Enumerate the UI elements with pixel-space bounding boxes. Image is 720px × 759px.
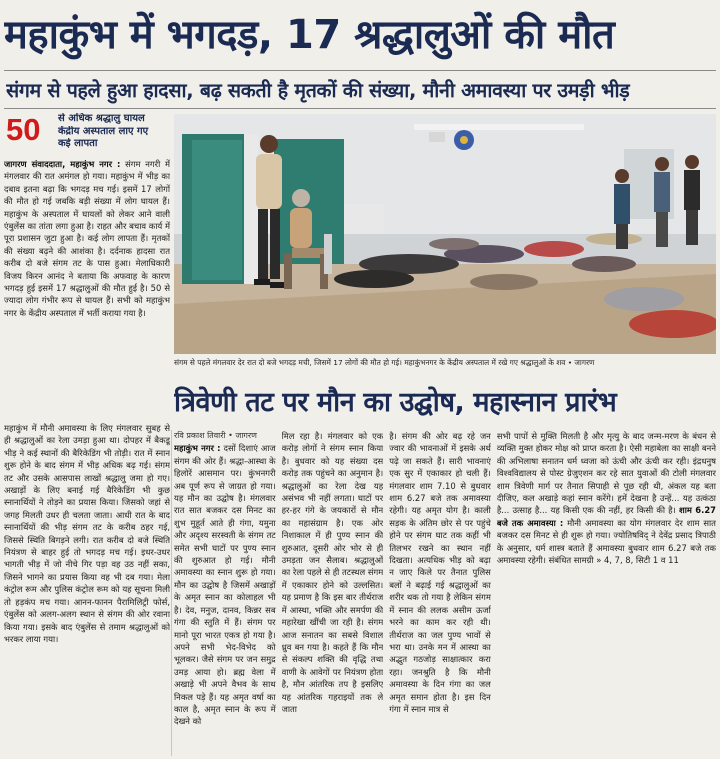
column-text (174, 442, 276, 756)
column-body: दसों दिशाएं आज संगम की ओर हैं। श्रद्धा-आस्था के हिलोरें आसमान पर। कुंभनगरी अब पूर्ण रूप से जाग्रत हो गया। यह मौन का उद्घोष है। मंगलवार रात सात बजकर दस मिनट का शुभ मुहूर्त आते ही गंगा, यमुना और अदृश्य सरस्वती के संगम तट समेत सभी घाटों पर पुण्य स्नान की शुरुआत हो गई। मौनी अमावस्या का स्नान शुरू हो गया। मौन का उद्घोष है जिसमें अखाड़ों के अमृत स्नान का कोलाहल भी है। देव, मनुज, दानव, किन्नर सब गंगा की स्तुति में हैं। संगम पर मानो पूरा भारत एकत्र हो गया है। अपने सभी भेद-विभेद को भूलकर। जैसे संगम पर जन समुद्र उमड़ आया हो। ब्रह्म वेला में अखाड़े भी अपने वैभव के साथ निकल पड़े हैं। यह अमृत वर्षा का काल है, अमृत स्नान के रूप में देखने को (174, 443, 276, 727)
injured-count: 50 (6, 112, 41, 147)
column-3 (389, 430, 491, 756)
badge-line: केंद्रीय अस्पताल लाए गए (58, 125, 149, 137)
column-text: मिल रहा है। मंगलवार को एक करोड़ लोगों ने संगम स्नान किया है। बुधवार को यह संख्या दस करोड़ तक पहुंचने का अनुमान है। श्रद्धालुओं का रेला देख यह असंभव भी नहीं लगता। घाटों पर हर-हर गंगे के जयकारों से मौन का महासंग्राम है। एक ओर निशाकाल में ही पुण्य स्नान की शुरुआत, दूसरी ओर भोर से ही उमड़ता जन सैलाब। श्रद्धालुओं का रेला पहले से ही तटस्थल संगम में एकाकार होने को उल्लसित। यह प्रमाण है कि इस बार तीर्थराज में आस्था, भक्ति और समर्पण की महारेखा खींची जा रही है। संगम आज सनातन का सबसे विशाल ध्रुव बन गया है। कहते हैं कि मौन से संकल्प शक्ति की वृद्धि तथा वाणी के आवेगों पर नियंत्रण होता है, मौन आंतरिक तप है इसलिए यह आंतरिक गहराइयों तक ले जाता (281, 431, 384, 714)
subheadline: संगम से पहले हुआ हादसा, बढ़ सकती है मृतकों की संख्या, मौनी अमावस्या पर उमड़ी भीड़ (6, 79, 630, 102)
injured-badge (58, 113, 170, 151)
column-body: सभी पापों से मुक्ति मिलती है और मृत्यु के बाद जन्म-मरण के बंधन से व्यक्ति मुक्त होकर मोक्ष को प्राप्त करता है। ऐसी महाबेला का साक्षी बनने की अभिलाषा सनातन धर्म ध्वजा को ऊंची और ऊंची कर रही। इंद्रधनुष विश्वविद्यालय से पोस्ट ग्रेजुएशन कर रहे सात युवाओं की टोली मंगलवार शाम त्रिवेणी मार्ग पर तैनात सिपाही से पूछ रही थी, अंकल यह बता दीजिए, कल अखाड़े कहां स्नान करेंगे। हमें देखना है उन्हें... यह उत्कंठा है... उत्साह है... यह किसी एक की नहीं, हर किसी की है। (496, 431, 716, 516)
lead-story (4, 158, 170, 420)
lead-dateline: जागरण संवाददाता, महाकुंभ नगर : (4, 159, 121, 169)
column-text (497, 430, 716, 756)
subhead-amavasya: शाम 6.27 बजे तक अमावस्या : (496, 505, 716, 528)
hospital-ward-image (174, 114, 716, 354)
column-1 (174, 430, 276, 756)
column-2 (282, 430, 384, 756)
hospital-photo (174, 114, 716, 354)
column-text: है। संगम की ओर बढ़ रहे जन ज्वार की भावनाओं में इसके अर्थ पढ़े जा सकते हैं। सारी भावनाएं एक सुर में एकाकार हो चली हैं। मंगलवार शाम 7.10 से बुधवार शाम 6.27 बजे तक अमावस्या रहेगी। यह अमृत योग है। काली सड़क के अंतिम छोर से पर पहुंचे होने पर संगम घाट तक कहीं भी तिलभर रखने का स्थान नहीं दिखता। अत्यधिक भीड़ को बढ़ा न जाए किले पर तैनात पुलिस बलों ने बढ़ाई गई श्रद्धालुओं का शरीर थक तो गया है लेकिन संगम में स्नान की ललक असीम ऊर्जा भरने का काम कर रही थी। तीर्थराज का जल पुण्य भावों से भरा था। उनके मन में आस्था का अद्भुत गठजोड़ साक्षात्कार करा रहा। जनश्रुति है कि मौनी अमावस्या के दिन गंगा का जल अमृत समान होता है। इस दिन गंगा में स्नान मात्र से (389, 431, 491, 714)
lead-text-2: महाकुंभ में मौनी अमावस्या के लिए मंगलवार सुबह से ही श्रद्धालुओं का रेला उमड़ा हुआ था। दोपहर में बैकडू भीड़ ने कई स्थानों की बैरिकेडिंग भी तोड़ी। रात में स्नान शुरू होने के बाद संगम में भीड़ अधिक बढ़ गई। संगम तट और उसके आसपास लाखों श्रद्धालु जमा हो गए। अखाड़ों के लिए बनाई गई बैरिकेडिंग भी कुछ स्नानार्थियों ने तोड़ने का प्रयास किया। जिसको जहां से जगह मिलती उधर ही चलता जाता। आधी रात के बाद स्नानार्थियों की भीड़ संगम तट के करीब ठहर गई, जिससे स्थिति बिगड़ने लगी। रात करीब दो बजे स्थिति नियंत्रण से बाहर हुई तो भगदड़ मच गई। इधर-उधर भागती भीड़ में जो नीचे गिर पड़ा वह उठ नहीं सका, जिसने भागने का प्रयास किया वह भी दब गया। मेला कंट्रोल रूम और पुलिस कंट्रोल रूम को यह सूचना मिली तो हड़कंप मच गया। आनन-फानन पैरामिलिट्री फोर्स, एंबुलेंस को अलग-अलग स्थान से संगम की ओर रवाना किया गया। इसके बाद एंबुलेंस से तमाम श्रद्धालुओं को भरकर लाया गया। (4, 423, 170, 644)
lead-text (4, 158, 170, 420)
section-title: त्रिवेणी तट पर मौन का उद्घोष, महास्नान प्रारंभ (174, 387, 617, 418)
column-divider (171, 430, 172, 756)
photo-caption: संगम से पहले मंगलवार देर रात दो बजे भगदड़ मची, जिसमें 17 लोगों की मौत हो गई। महाकुंभनगर के केंद्रीय अस्पताल में रखे गए श्रद्धालुओं के शव • जागरण (174, 358, 595, 367)
column-body: मौनी अमावस्या का योग मंगलवार देर शाम सात बजकर दस मिनट से ही शुरू हो गया। ज्योतिषविद् ने देवेंद्र प्रसाद त्रिपाठी के अनुसार, धर्म शास्त्र बताते हैं अमावस्या बुधवार शाम 6.27 बजे तक अमावस्या रहेगी। संबंधित सामग्री » 4, 7, 8, सिटी 1 व 11 (496, 517, 716, 566)
column-4 (497, 430, 716, 756)
byline: रवि प्रकाश तिवारी • जागरण (174, 431, 257, 440)
badge-line: कई लापता (58, 138, 98, 149)
lead-story-continued (4, 422, 170, 756)
badge-line: से अधिक श्रद्धालु घायल (58, 113, 145, 124)
divider (4, 108, 716, 109)
section-dateline: महाकुंभ नगर : (174, 443, 221, 454)
lead-body: संगम नगरी में मंगलवार की रात अमंगल हो गया। महाकुंभ में भीड़ का दबाव इतना बढ़ा कि भगदड़ मच गई। इसमें 17 लोगों की मौत हो गई जबकि बड़ी संख्या में लोग घायल हैं। महाकुंभ के अस्पताल में घायलों को लेकर आने वाली एंबुलेंस का तांता लगा हुआ है। राहत और बचाव कार्य में पूरा प्रशासन जुटा हुआ है। कई लोग लापता हैं। मृतकों की संख्या बढ़ने की आशंका है। दर्दनाक हादसा रात करीब दो बजे संगम तट के पास हुआ। मेलाधिकारी विजय किरन आनंद ने बताया कि अफवाह के कारण भगदड़ हुई इसमें 17 श्रद्धालुओं की मौत हुई है। 50 से ज्यादा लोग गंभीर रूप से घायल हैं। सभी को महाकुंभ नगर के केंद्रीय अस्पताल में भर्ती कराया गया है। (4, 159, 170, 318)
section-columns (174, 430, 716, 756)
divider (4, 70, 716, 71)
headline: महाकुंभ में भगदड़, 17 श्रद्धालुओं की मौत (4, 12, 615, 58)
